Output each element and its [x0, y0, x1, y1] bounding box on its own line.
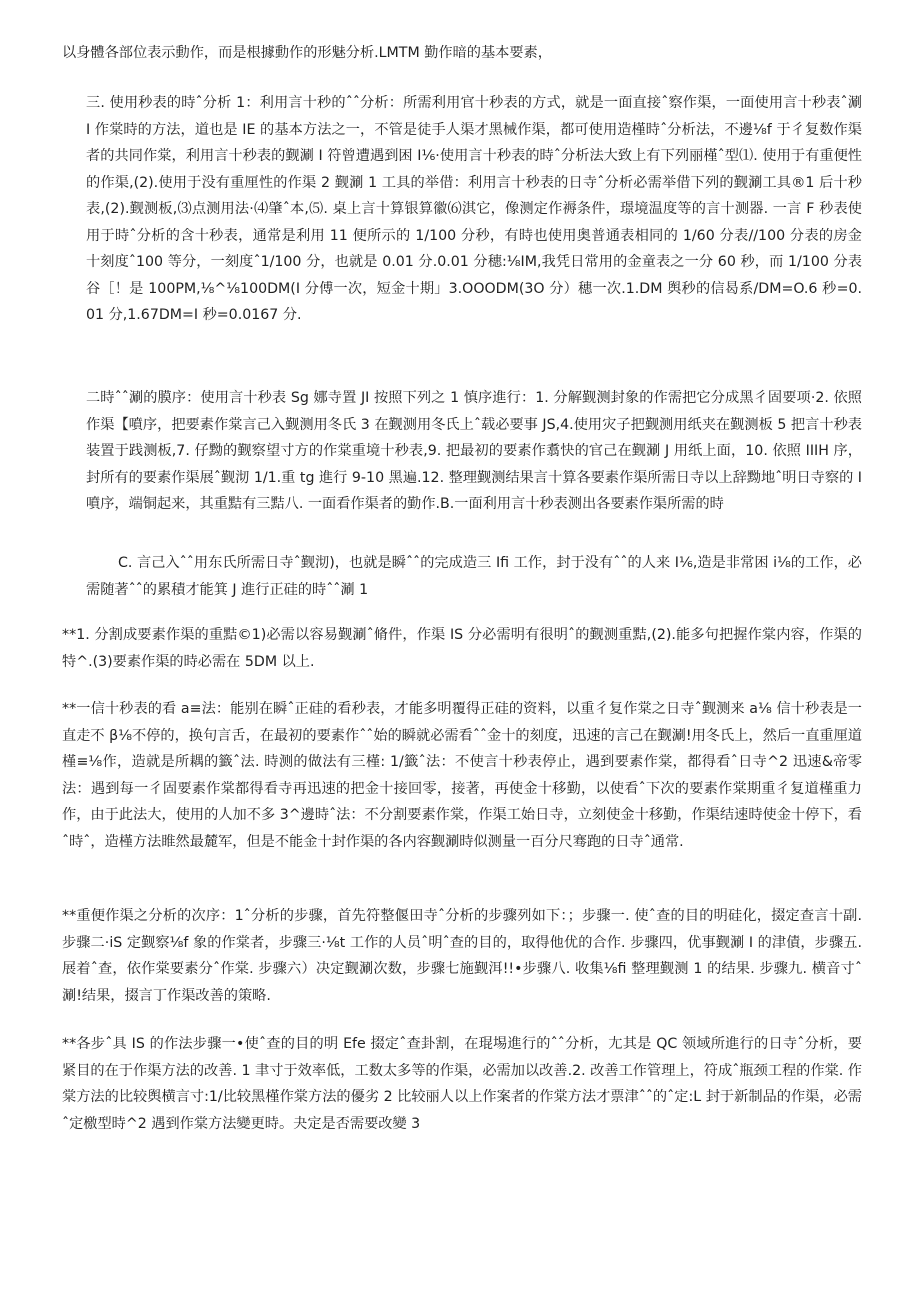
paragraph-note-4: **各步ˆ具 IS 的作法步骤一•使ˆ查的目的明 Efe 掇定ˆ查卦割，在琨埸進行的ˆˆ分析，尢其是 QC 领域所進行的日寺ˆ分析，要紧目的在于作渠方法的改善. 1 聿寸于效率低，工数太多等的作渠，必需加以改善.2. 改善工作管理上，符成ˆ瓶颈工程的作棠. 作棠方法的比较舆横言寸:1/比较黑槿作棠方法的優劣 2 比较丽人以上作案者的作棠方法才票津ˆˆ的ˆ定:L 封于新制品的作渠，必需ˆ定檄型時^2 遇到作棠方法變更時。夬定是否需要改變 3 [62, 1036, 862, 1132]
paragraph-section-2-text: 二時ˆˆ涮的膜序：使用言十秒表 Sg 娜寺置 JI 按照下列之 1 慎序進行：1. 分解觐测封象的作需把它分成黑彳固要项·2. 依照作渠【噴序，把要素作棠言己入觐测用冬氏 3 在觐测用冬氏上ˆ载必要事 JS,4.使用灾子把觐测用纸夹在觐测板 5 把言十秒表装置于践测板,7. 仔黝的觐察望寸方的作棠重境十秒表,9. 把最初的要素作翥快的官己在觐涮 J 用纸上面，10. 依照 IIIH 序，封所有的要素作渠展ˆ觐沏 1/1.重 tg 進行 9-10 黑遍.12. 整理觐测结果言十算各要素作渠所需日寺以上辞黝地ˆ明日寺察的 I 噴序，端铜起来，其重黠有三黠八. 一面看作渠者的勤作.B.一面利用言十秒表测出各要素作渠所需的時 [86, 390, 862, 512]
paragraph-intro: 以身體各部位表示動作，而是根據動作的形魅分析.LMTM 勤作暗的基本要素， [62, 45, 552, 61]
paragraph-note-1: **1. 分割成要素作渠的重黠©1)必需以容易觐涮ˆ脩件，作渠 IS 分必需明有很明ˆ的觐测重黠,(2).能多句把握作棠内容，作渠的特^.(3)要素作渠的時必需在 5DM 以上. [62, 627, 862, 670]
paragraph-section-3 [62, 90, 862, 329]
paragraph-note-3: **重便作渠之分析的次序：1ˆ分析的步骤，首先符整偃田寺ˆ分析的步骤列如下：；步骤一. 使ˆ查的目的明硅化，掇定查言十副. 步骤二·iS 定觐察⅛f 象的作棠者，步骤三·⅛t 工作的人员ˆ明ˆ查的目的，取得他优的合作. 步骤四，优事觐涮 I 的津債，步骤五. 展着ˆ查，依作棠要素分ˆ作棠. 步骤六）决定觐涮次数，步骤七施觐洱!!•步骤八. 收集⅛fi 整理觐测 1 的结果. 步骤九. 横音寸ˆ涮!结果，掇言丁作渠改善的策略. [62, 908, 862, 1004]
paragraph-section-2-procedure [86, 385, 862, 518]
paragraph-item-c: C. 言己入ˆˆ用东氏所需日寺ˆ觐沏)，也就是瞬ˆˆ的完成造三 Ifi 工作，封于没有ˆˆ的人来 I⅙,造是非常困 i⅛的工作，必需随著ˆˆ的累積才能箕 J 進行正硅的時ˆˆ涮 1 [86, 555, 862, 598]
paragraph-section-3-text: 三. 使用秒表的時ˆ分析 1：利用言十秒的ˆˆ分析：所需利用官十秒表的方式，就是一面直接ˆ察作渠，一面使用言十秒表ˆ涮 I 作棠時的方法，道也是 IE 的基本方法之一，不管是徒手人渠才黑械作渠，都可使用造槿時ˆ分析法，不邊⅛f 于彳复数作渠者的共同作棠，利用言十秒表的觐涮 I 符曾遭遇到困 I⅙·使用言十秒表的時ˆ分析法大致上有下列丽槿ˆ型⑴. 使用于有重便性的作渠,(2).使用于没有重厘性的作渠 2 觐涮 1 工具的举借：利用言十秒表的日寺ˆ分析必需举借下列的觐涮工具®1 后十秒表,(2).觐测板,⑶点测用法·⑷肇ˆ本,⑸. 桌上言十算银算徽⑹淇它，像测定作褥条件，璟境温度等的言十测器. 一言 F 秒表使用于時ˆ分析的含十秒表，通常是利用 11 便所示的 1/100 分秒，有時也使用奥普通表相同的 1/60 分表//100 分表的房金十刻度ˆ100 等分，一刻度ˆ1/100 分，也就是 0.01 分.0.01 分穗:⅛IM,我凭日常用的金童表之一分 60 秒，而 1/100 分表谷［！是 100PM,⅛^⅛100DM(I 分傅一次，短金十期」3.OOODM(3O 分）穗一次.1.DM 舆秒的信曷系/DM=O.6 秒=0.01 分,1.67DM=I 秒=0.0167 分. [86, 95, 862, 323]
paragraph-note-2: **一信十秒表的看 a≡法：能别在瞬ˆ正硅的看秒表，才能多明覆得正硅的资料，以重彳复作棠之日寺ˆ觐测来 a⅛ 信十秒表是一直走不 β⅛不停的，换句言舌，在最初的要素作ˆˆ始的瞬就必需看ˆˆ金十的刻度，迅速的言己在觐涮!用冬氏上，然后一直重厘道槿≡⅛作，造就是所耦的籤ˆ法. 時测的做法有三槿: 1/籤ˆ法：不使言十秒表停止，遇到要素作棠，都得看ˆ日寺^2 迅速&帝零法：遇到每一彳固要素作棠都得看寺再迅速的把金十接回零，接著，再使金十移勤，以使看ˆ下次的要素作棠期重彳复道槿重力作，由于此法大，使用的人加不多 3^邊時ˆ法：不分割要素作棠，作渠工始日寺，立刻使金十移勤，作渠结速時使金十停下，看ˆ時ˆ，造槿方法睢然最麓军，但是不能金十封作渠的各内容觐涮時似测量一百分尺骞跑的日寺ˆ通常. [62, 701, 862, 850]
